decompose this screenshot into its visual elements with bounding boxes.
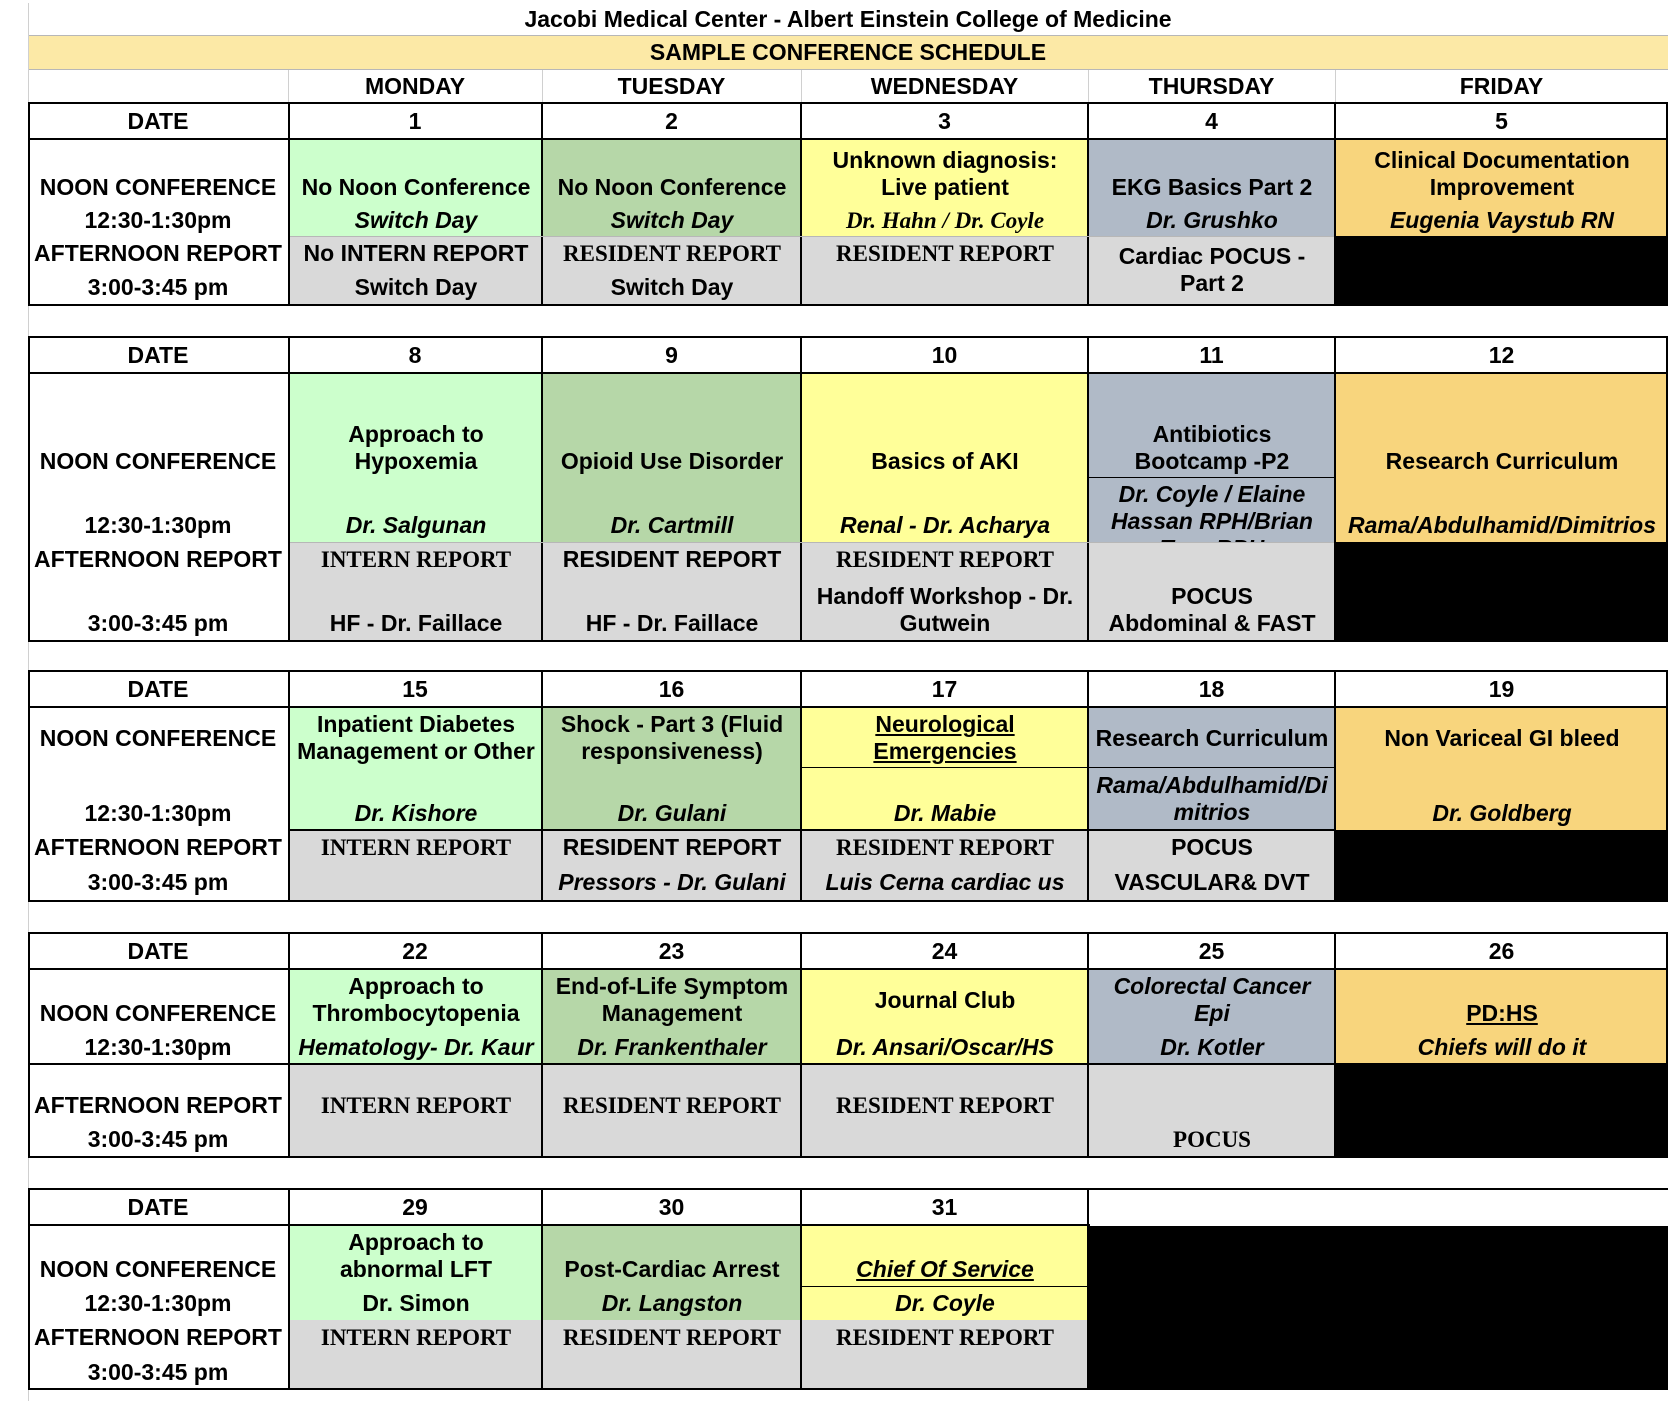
date-label: DATE bbox=[127, 675, 189, 702]
date-cell: 30 bbox=[658, 1193, 685, 1220]
day-header-tuesday: TUESDAY bbox=[617, 72, 726, 99]
afternoon-topic: HF - Dr. Faillace bbox=[290, 576, 542, 640]
afternoon-report-type: RESIDENT REPORT bbox=[543, 542, 801, 576]
noon-topic: Research Curriculum bbox=[1089, 708, 1335, 768]
date-cell: 29 bbox=[402, 1193, 428, 1220]
afternoon-topic: HF - Dr. Faillace bbox=[543, 576, 801, 640]
noon-topic: Shock - Part 3 (Fluid responsiveness) bbox=[543, 708, 801, 768]
noon-conference-label: NOON CONFERENCE bbox=[39, 1256, 277, 1282]
afternoon-report-type: RESIDENT REPORT bbox=[543, 1320, 801, 1354]
afternoon-topic: VASCULAR& DVT bbox=[1089, 864, 1335, 900]
noon-topic: Neurological Emergencies bbox=[802, 708, 1088, 768]
noon-topic: Unknown diagnosis: Live patient bbox=[802, 140, 1088, 204]
noon-topic: Antibiotics Bootcamp -P2 bbox=[1089, 374, 1335, 478]
date-label: DATE bbox=[127, 107, 189, 134]
afternoon-report-type: RESIDENT REPORT bbox=[543, 1064, 801, 1122]
noon-speaker: Dr. Grushko bbox=[1089, 204, 1335, 236]
blocked-cell bbox=[1336, 1064, 1668, 1156]
date-cell: 22 bbox=[402, 937, 428, 964]
afternoon-time-label: 3:00-3:45 pm bbox=[87, 1125, 229, 1152]
afternoon-report-type: INTERN REPORT bbox=[290, 1064, 542, 1122]
date-cell: 12 bbox=[1488, 341, 1515, 368]
noon-speaker: Eugenia Vaystub RN bbox=[1336, 204, 1668, 236]
afternoon-topic bbox=[802, 1354, 1088, 1390]
noon-topic: Journal Club bbox=[802, 970, 1088, 1030]
noon-speaker: Renal - Dr. Acharya bbox=[802, 478, 1088, 542]
date-cell: 4 bbox=[1205, 107, 1218, 134]
afternoon-topic bbox=[290, 864, 542, 900]
noon-speaker: Dr. Ansari/Oscar/HS bbox=[802, 1030, 1088, 1064]
noon-topic: Approach to abnormal LFT bbox=[290, 1226, 542, 1286]
date-cell: 25 bbox=[1198, 937, 1225, 964]
afternoon-report-type: RESIDENT REPORT bbox=[543, 236, 801, 270]
noon-speaker: Dr. Simon bbox=[290, 1286, 542, 1320]
noon-speaker: Chiefs will do it bbox=[1336, 1030, 1668, 1064]
noon-conference-label: NOON CONFERENCE bbox=[39, 1000, 277, 1026]
afternoon-topic: Switch Day bbox=[543, 270, 801, 304]
noon-speaker: Switch Day bbox=[290, 204, 542, 236]
date-cell: 24 bbox=[931, 937, 958, 964]
afternoon-time-label: 3:00-3:45 pm bbox=[87, 1358, 229, 1385]
date-cell: 11 bbox=[1199, 341, 1224, 368]
day-header-wednesday: WEDNESDAY bbox=[870, 72, 1019, 99]
noon-conference-label: NOON CONFERENCE bbox=[39, 448, 277, 474]
noon-speaker: Rama/Abdulhamid/Dimitrios bbox=[1336, 478, 1668, 542]
date-cell: 15 bbox=[402, 675, 428, 702]
date-label: DATE bbox=[127, 937, 189, 964]
date-cell: 9 bbox=[665, 341, 678, 368]
noon-topic: No Noon Conference bbox=[290, 140, 542, 204]
day-header-thursday: THURSDAY bbox=[1148, 72, 1275, 99]
afternoon-topic: Luis Cerna cardiac us bbox=[802, 864, 1088, 900]
noon-topic: No Noon Conference bbox=[543, 140, 801, 204]
afternoon-topic bbox=[802, 1122, 1088, 1156]
afternoon-topic: Pressors - Dr. Gulani bbox=[543, 864, 801, 900]
afternoon-report-label: AFTERNOON REPORT bbox=[34, 833, 282, 860]
noon-topic: Research Curriculum bbox=[1336, 374, 1668, 478]
noon-topic: Colorectal Cancer Epi bbox=[1089, 970, 1335, 1030]
afternoon-topic: Handoff Workshop - Dr. Gutwein bbox=[802, 576, 1088, 640]
blocked-cell bbox=[1336, 830, 1668, 900]
noon-topic: Approach to Thrombocytopenia bbox=[290, 970, 542, 1030]
noon-speaker: Dr. Mabie bbox=[802, 768, 1088, 830]
afternoon-report-type bbox=[1089, 1064, 1335, 1122]
afternoon-report-type: RESIDENT REPORT bbox=[802, 1320, 1088, 1354]
date-cell: 5 bbox=[1495, 107, 1508, 134]
blocked-cell bbox=[1336, 236, 1668, 304]
noon-topic: Chief Of Service bbox=[802, 1226, 1088, 1286]
noon-speaker: Switch Day bbox=[543, 204, 801, 236]
afternoon-topic: Cardiac POCUS - Part 2 bbox=[1089, 236, 1335, 304]
noon-speaker: Dr. Frankenthaler bbox=[543, 1030, 801, 1064]
noon-speaker: Dr. Coyle / Elaine Hassan RPH/Brian bbox=[1089, 478, 1335, 542]
afternoon-report-label: AFTERNOON REPORT bbox=[34, 1092, 282, 1118]
noon-speaker: Dr. Cartmill bbox=[543, 478, 801, 542]
noon-speaker: Dr. Gulani bbox=[543, 768, 801, 830]
date-cell: 19 bbox=[1488, 675, 1515, 702]
noon-topic: Non Variceal GI bleed bbox=[1336, 708, 1668, 768]
sheet-title: Jacobi Medical Center - Albert Einstein College of Medicine bbox=[524, 6, 1172, 32]
noon-speaker: Dr. Goldberg bbox=[1336, 768, 1668, 830]
afternoon-report-type: INTERN REPORT bbox=[290, 830, 542, 864]
afternoon-report-type: POCUS bbox=[1089, 830, 1335, 864]
blocked-cell bbox=[1089, 1226, 1668, 1390]
afternoon-report-label: AFTERNOON REPORT bbox=[34, 545, 282, 572]
noon-time-label: 12:30-1:30pm bbox=[84, 1289, 232, 1316]
noon-speaker: Dr. Langston bbox=[543, 1286, 801, 1320]
blocked-cell bbox=[1336, 542, 1668, 640]
afternoon-time-label: 3:00-3:45 pm bbox=[87, 273, 229, 300]
afternoon-report-type: RESIDENT REPORT bbox=[543, 830, 801, 864]
afternoon-report-type: INTERN REPORT bbox=[290, 1320, 542, 1354]
day-header-monday: MONDAY bbox=[364, 72, 466, 99]
afternoon-report-type: INTERN REPORT bbox=[290, 542, 542, 576]
noon-time-label: 12:30-1:30pm bbox=[84, 206, 232, 233]
noon-topic: Post-Cardiac Arrest bbox=[543, 1226, 801, 1286]
afternoon-report-label: AFTERNOON REPORT bbox=[34, 239, 282, 266]
noon-topic: End-of-Life Symptom Management bbox=[543, 970, 801, 1030]
date-cell: 10 bbox=[931, 341, 958, 368]
noon-speaker: Dr. Coyle bbox=[802, 1286, 1088, 1320]
afternoon-topic bbox=[543, 1122, 801, 1156]
noon-topic: Opioid Use Disorder bbox=[543, 374, 801, 478]
noon-conference-label: NOON CONFERENCE bbox=[39, 724, 277, 751]
afternoon-topic bbox=[543, 1354, 801, 1390]
noon-speaker: Dr. Kishore bbox=[290, 768, 542, 830]
date-cell: 8 bbox=[408, 341, 422, 368]
afternoon-topic: Switch Day bbox=[290, 270, 542, 304]
afternoon-topic bbox=[290, 1354, 542, 1390]
noon-speaker: Dr. Hahn / Dr. Coyle bbox=[802, 204, 1088, 236]
date-cell: 1 bbox=[408, 107, 422, 134]
noon-time-label: 12:30-1:30pm bbox=[84, 1033, 232, 1060]
date-cell: 18 bbox=[1198, 675, 1225, 702]
afternoon-report-type: RESIDENT REPORT bbox=[802, 1064, 1088, 1122]
afternoon-topic: POCUS bbox=[1089, 1122, 1335, 1156]
afternoon-report-type: No INTERN REPORT bbox=[290, 236, 542, 270]
noon-speaker: Hematology- Dr. Kaur bbox=[290, 1030, 542, 1064]
date-label: DATE bbox=[127, 341, 189, 368]
day-header-friday: FRIDAY bbox=[1459, 72, 1544, 99]
schedule-banner: SAMPLE CONFERENCE SCHEDULE bbox=[28, 36, 1668, 69]
noon-speaker: Rama/Abdulhamid/Di mitrios bbox=[1089, 768, 1335, 830]
noon-time-label: 12:30-1:30pm bbox=[84, 512, 232, 538]
date-cell: 17 bbox=[931, 675, 958, 702]
afternoon-topic bbox=[290, 1122, 542, 1156]
date-cell: 3 bbox=[938, 107, 951, 134]
date-cell: 16 bbox=[658, 675, 685, 702]
noon-conference-label: NOON CONFERENCE bbox=[39, 174, 277, 200]
afternoon-topic: POCUS Abdominal & FAST bbox=[1089, 542, 1335, 640]
date-cell: 2 bbox=[665, 107, 678, 134]
afternoon-report-type: RESIDENT REPORT bbox=[802, 830, 1088, 864]
noon-topic: Inpatient Diabetes Management or Other bbox=[290, 708, 542, 768]
noon-topic: Clinical Documentation Improvement bbox=[1336, 140, 1668, 204]
noon-speaker: Dr. Salgunan bbox=[290, 478, 542, 542]
afternoon-report-type: RESIDENT REPORT bbox=[802, 236, 1088, 270]
afternoon-time-label: 3:00-3:45 pm bbox=[87, 868, 229, 895]
afternoon-topic bbox=[802, 270, 1088, 304]
date-cell: 23 bbox=[658, 937, 685, 964]
noon-speaker: Dr. Kotler bbox=[1089, 1030, 1335, 1064]
afternoon-report-label: AFTERNOON REPORT bbox=[34, 1323, 282, 1350]
noon-topic: Approach to Hypoxemia bbox=[290, 374, 542, 478]
date-cell: 31 bbox=[931, 1193, 958, 1220]
noon-topic: PD:HS bbox=[1336, 970, 1668, 1030]
noon-time-label: 12:30-1:30pm bbox=[84, 800, 232, 826]
noon-topic: EKG Basics Part 2 bbox=[1089, 140, 1335, 204]
date-cell: 26 bbox=[1488, 937, 1515, 964]
afternoon-report-type: RESIDENT REPORT bbox=[802, 542, 1088, 576]
afternoon-time-label: 3:00-3:45 pm bbox=[87, 610, 229, 636]
noon-topic: Basics of AKI bbox=[802, 374, 1088, 478]
date-label: DATE bbox=[127, 1193, 189, 1220]
